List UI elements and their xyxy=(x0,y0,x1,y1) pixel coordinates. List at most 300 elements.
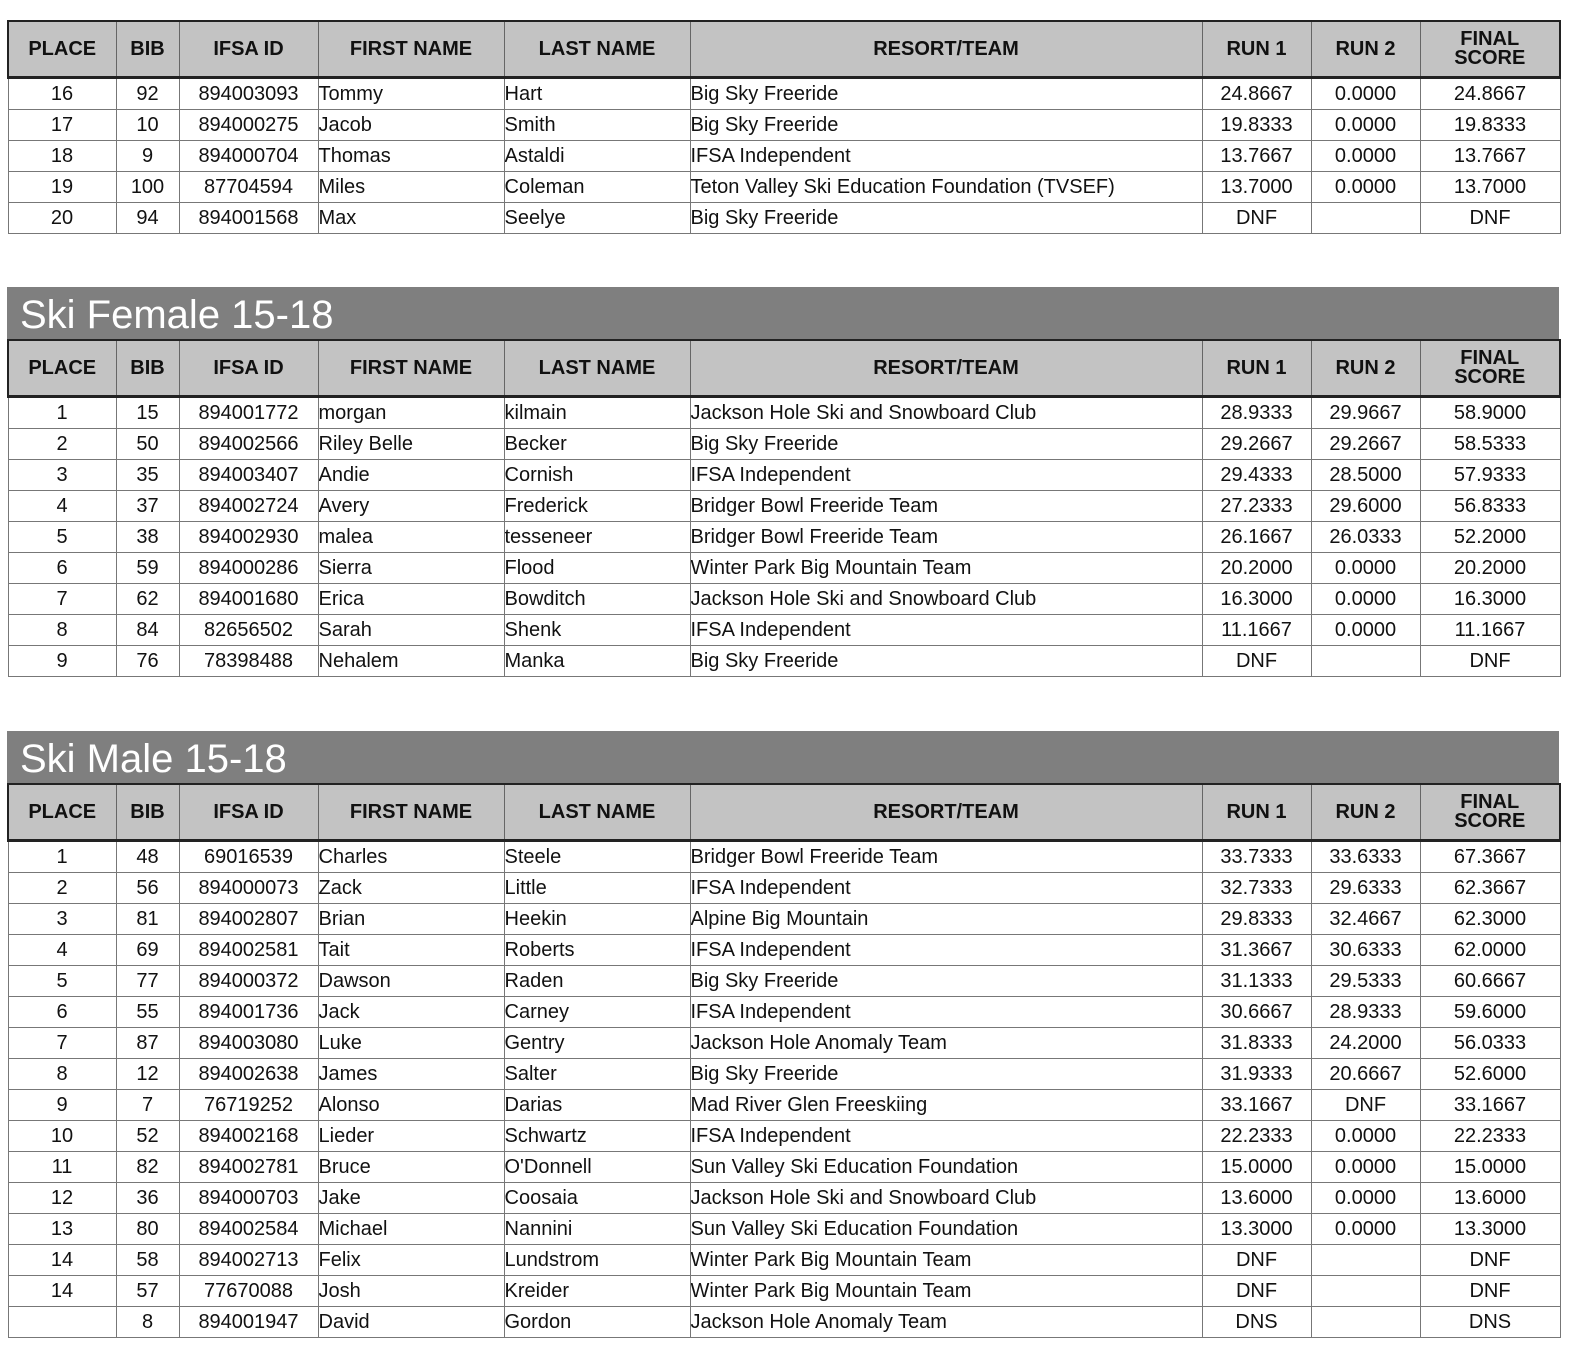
cell-run-1: 13.6000 xyxy=(1202,1183,1311,1214)
table-row xyxy=(8,584,1560,615)
cell-run-1: 33.7333 xyxy=(1202,841,1311,873)
cell-run-1: DNF xyxy=(1202,1245,1311,1276)
cell-first-name: David xyxy=(318,1307,504,1338)
cell-ifsa-id: 78398488 xyxy=(179,646,318,677)
cell-ifsa-id: 77670088 xyxy=(179,1276,318,1307)
column-header-resort-team: RESORT/TEAM xyxy=(690,784,1202,841)
cell-last-name: Heekin xyxy=(504,904,690,935)
table-row xyxy=(8,841,1560,873)
cell-place: 19 xyxy=(8,172,116,203)
cell-ifsa-id: 894002168 xyxy=(179,1121,318,1152)
results-table xyxy=(7,339,1561,677)
table-row xyxy=(8,203,1560,234)
cell-run-1: 13.7000 xyxy=(1202,172,1311,203)
cell-resort-team: Jackson Hole Anomaly Team xyxy=(690,1028,1202,1059)
cell-run-2: 0.0000 xyxy=(1311,1121,1420,1152)
cell-bib: 58 xyxy=(116,1245,179,1276)
cell-final-score: 13.6000 xyxy=(1420,1183,1560,1214)
table-row xyxy=(8,935,1560,966)
cell-last-name: Little xyxy=(504,873,690,904)
cell-first-name: Andie xyxy=(318,460,504,491)
cell-ifsa-id: 894001568 xyxy=(179,203,318,234)
column-header-final-score: FINAL SCORE xyxy=(1420,340,1560,397)
cell-final-score: 15.0000 xyxy=(1420,1152,1560,1183)
cell-place: 2 xyxy=(8,873,116,904)
cell-final-score: 13.3000 xyxy=(1420,1214,1560,1245)
column-header-ifsa-id: IFSA ID xyxy=(179,21,318,78)
cell-run-1: 22.2333 xyxy=(1202,1121,1311,1152)
cell-first-name: Bruce xyxy=(318,1152,504,1183)
cell-run-2: 30.6333 xyxy=(1311,935,1420,966)
cell-resort-team: IFSA Independent xyxy=(690,935,1202,966)
column-header-run-2: RUN 2 xyxy=(1311,340,1420,397)
table-row xyxy=(8,873,1560,904)
cell-first-name: Sarah xyxy=(318,615,504,646)
cell-final-score: 62.3000 xyxy=(1420,904,1560,935)
cell-run-1: 31.3667 xyxy=(1202,935,1311,966)
table-row xyxy=(8,997,1560,1028)
cell-place: 6 xyxy=(8,997,116,1028)
cell-place: 3 xyxy=(8,460,116,491)
cell-final-score: 58.5333 xyxy=(1420,429,1560,460)
table-row xyxy=(8,1059,1560,1090)
cell-bib: 59 xyxy=(116,553,179,584)
cell-bib: 87 xyxy=(116,1028,179,1059)
cell-resort-team: Bridger Bowl Freeride Team xyxy=(690,841,1202,873)
cell-final-score: 58.9000 xyxy=(1420,397,1560,429)
cell-run-1: DNF xyxy=(1202,646,1311,677)
cell-run-1: 19.8333 xyxy=(1202,110,1311,141)
cell-last-name: Schwartz xyxy=(504,1121,690,1152)
section-title: Ski Female 15-18 xyxy=(7,287,1559,339)
table-row xyxy=(8,904,1560,935)
cell-bib: 10 xyxy=(116,110,179,141)
cell-run-2: 0.0000 xyxy=(1311,110,1420,141)
cell-bib: 69 xyxy=(116,935,179,966)
cell-first-name: Jacob xyxy=(318,110,504,141)
cell-run-2: 24.2000 xyxy=(1311,1028,1420,1059)
cell-place: 9 xyxy=(8,646,116,677)
cell-last-name: Coleman xyxy=(504,172,690,203)
cell-bib: 84 xyxy=(116,615,179,646)
cell-place: 5 xyxy=(8,966,116,997)
cell-resort-team: Mad River Glen Freeskiing xyxy=(690,1090,1202,1121)
cell-first-name: Sierra xyxy=(318,553,504,584)
column-header-final-score: FINAL SCORE xyxy=(1420,784,1560,841)
column-header-place: PLACE xyxy=(8,21,116,78)
cell-run-1: 26.1667 xyxy=(1202,522,1311,553)
cell-bib: 56 xyxy=(116,873,179,904)
cell-first-name: Nehalem xyxy=(318,646,504,677)
cell-run-1: 29.4333 xyxy=(1202,460,1311,491)
cell-last-name: Frederick xyxy=(504,491,690,522)
cell-run-2: 0.0000 xyxy=(1311,78,1420,110)
cell-run-2: 0.0000 xyxy=(1311,584,1420,615)
results-section xyxy=(7,731,1559,1338)
cell-final-score: 56.8333 xyxy=(1420,491,1560,522)
cell-place: 1 xyxy=(8,841,116,873)
cell-resort-team: Winter Park Big Mountain Team xyxy=(690,1245,1202,1276)
cell-last-name: Salter xyxy=(504,1059,690,1090)
table-row xyxy=(8,429,1560,460)
table-row xyxy=(8,141,1560,172)
cell-resort-team: IFSA Independent xyxy=(690,873,1202,904)
cell-run-2: 0.0000 xyxy=(1311,141,1420,172)
cell-resort-team: IFSA Independent xyxy=(690,141,1202,172)
cell-resort-team: Big Sky Freeride xyxy=(690,203,1202,234)
header-row xyxy=(8,784,1560,841)
cell-resort-team: IFSA Independent xyxy=(690,1121,1202,1152)
column-header-ifsa-id: IFSA ID xyxy=(179,784,318,841)
cell-ifsa-id: 894000704 xyxy=(179,141,318,172)
cell-last-name: Gentry xyxy=(504,1028,690,1059)
cell-first-name: Tait xyxy=(318,935,504,966)
cell-resort-team: Big Sky Freeride xyxy=(690,646,1202,677)
cell-bib: 35 xyxy=(116,460,179,491)
cell-last-name: tesseneer xyxy=(504,522,690,553)
cell-place: 9 xyxy=(8,1090,116,1121)
column-header-ifsa-id: IFSA ID xyxy=(179,340,318,397)
cell-run-1: DNF xyxy=(1202,1276,1311,1307)
table-row xyxy=(8,1121,1560,1152)
table-row xyxy=(8,1028,1560,1059)
cell-last-name: Bowditch xyxy=(504,584,690,615)
cell-run-1: 29.8333 xyxy=(1202,904,1311,935)
cell-resort-team: Big Sky Freeride xyxy=(690,110,1202,141)
cell-last-name: Flood xyxy=(504,553,690,584)
cell-first-name: Miles xyxy=(318,172,504,203)
cell-bib: 48 xyxy=(116,841,179,873)
cell-place: 2 xyxy=(8,429,116,460)
cell-run-2: 29.6000 xyxy=(1311,491,1420,522)
cell-bib: 8 xyxy=(116,1307,179,1338)
cell-place: 7 xyxy=(8,1028,116,1059)
cell-run-2: 28.9333 xyxy=(1311,997,1420,1028)
cell-first-name: Thomas xyxy=(318,141,504,172)
cell-final-score: 33.1667 xyxy=(1420,1090,1560,1121)
cell-run-1: 16.3000 xyxy=(1202,584,1311,615)
table-row xyxy=(8,78,1560,110)
column-header-run-2: RUN 2 xyxy=(1311,21,1420,78)
cell-ifsa-id: 894000372 xyxy=(179,966,318,997)
cell-run-1: 31.8333 xyxy=(1202,1028,1311,1059)
cell-first-name: James xyxy=(318,1059,504,1090)
cell-bib: 82 xyxy=(116,1152,179,1183)
table-row xyxy=(8,615,1560,646)
cell-ifsa-id: 894000286 xyxy=(179,553,318,584)
cell-place xyxy=(8,1307,116,1338)
cell-last-name: Seelye xyxy=(504,203,690,234)
cell-run-1: 15.0000 xyxy=(1202,1152,1311,1183)
cell-final-score: DNF xyxy=(1420,646,1560,677)
cell-last-name: Becker xyxy=(504,429,690,460)
table-row xyxy=(8,1214,1560,1245)
cell-ifsa-id: 82656502 xyxy=(179,615,318,646)
cell-bib: 94 xyxy=(116,203,179,234)
cell-resort-team: IFSA Independent xyxy=(690,460,1202,491)
cell-final-score: 59.6000 xyxy=(1420,997,1560,1028)
cell-bib: 57 xyxy=(116,1276,179,1307)
cell-resort-team: Big Sky Freeride xyxy=(690,966,1202,997)
cell-last-name: kilmain xyxy=(504,397,690,429)
cell-first-name: Max xyxy=(318,203,504,234)
cell-final-score: 24.8667 xyxy=(1420,78,1560,110)
cell-final-score: DNF xyxy=(1420,1245,1560,1276)
cell-ifsa-id: 894000073 xyxy=(179,873,318,904)
cell-ifsa-id: 894001736 xyxy=(179,997,318,1028)
cell-run-2 xyxy=(1311,1307,1420,1338)
cell-final-score: DNS xyxy=(1420,1307,1560,1338)
cell-resort-team: Sun Valley Ski Education Foundation xyxy=(690,1214,1202,1245)
cell-place: 10 xyxy=(8,1121,116,1152)
cell-last-name: O'Donnell xyxy=(504,1152,690,1183)
cell-final-score: 52.6000 xyxy=(1420,1059,1560,1090)
cell-first-name: Jake xyxy=(318,1183,504,1214)
table-row xyxy=(8,553,1560,584)
column-header-last-name: LAST NAME xyxy=(504,784,690,841)
cell-run-1: 11.1667 xyxy=(1202,615,1311,646)
cell-resort-team: Jackson Hole Ski and Snowboard Club xyxy=(690,1183,1202,1214)
cell-final-score: 56.0333 xyxy=(1420,1028,1560,1059)
column-header-first-name: FIRST NAME xyxy=(318,340,504,397)
column-header-bib: BIB xyxy=(116,21,179,78)
table-row xyxy=(8,172,1560,203)
cell-final-score: 62.0000 xyxy=(1420,935,1560,966)
cell-first-name: Avery xyxy=(318,491,504,522)
table-row xyxy=(8,966,1560,997)
cell-ifsa-id: 894002566 xyxy=(179,429,318,460)
cell-run-2: 0.0000 xyxy=(1311,553,1420,584)
cell-run-2 xyxy=(1311,203,1420,234)
cell-resort-team: Teton Valley Ski Education Foundation (TVSEF) xyxy=(690,172,1202,203)
cell-place: 20 xyxy=(8,203,116,234)
cell-resort-team: Alpine Big Mountain xyxy=(690,904,1202,935)
cell-bib: 12 xyxy=(116,1059,179,1090)
cell-run-1: 29.2667 xyxy=(1202,429,1311,460)
cell-final-score: DNF xyxy=(1420,1276,1560,1307)
cell-ifsa-id: 894002581 xyxy=(179,935,318,966)
cell-run-2: 29.2667 xyxy=(1311,429,1420,460)
cell-run-1: 31.1333 xyxy=(1202,966,1311,997)
cell-run-2: 33.6333 xyxy=(1311,841,1420,873)
cell-last-name: Raden xyxy=(504,966,690,997)
column-header-place: PLACE xyxy=(8,784,116,841)
cell-last-name: Hart xyxy=(504,78,690,110)
cell-run-2: 20.6667 xyxy=(1311,1059,1420,1090)
column-header-bib: BIB xyxy=(116,340,179,397)
cell-ifsa-id: 894001947 xyxy=(179,1307,318,1338)
cell-bib: 15 xyxy=(116,397,179,429)
cell-resort-team: Big Sky Freeride xyxy=(690,1059,1202,1090)
cell-last-name: Darias xyxy=(504,1090,690,1121)
cell-last-name: Astaldi xyxy=(504,141,690,172)
cell-run-1: 30.6667 xyxy=(1202,997,1311,1028)
cell-ifsa-id: 894000703 xyxy=(179,1183,318,1214)
cell-place: 8 xyxy=(8,1059,116,1090)
cell-ifsa-id: 87704594 xyxy=(179,172,318,203)
cell-bib: 52 xyxy=(116,1121,179,1152)
cell-final-score: 52.2000 xyxy=(1420,522,1560,553)
cell-place: 6 xyxy=(8,553,116,584)
cell-place: 16 xyxy=(8,78,116,110)
cell-final-score: 11.1667 xyxy=(1420,615,1560,646)
cell-last-name: Steele xyxy=(504,841,690,873)
cell-final-score: 62.3667 xyxy=(1420,873,1560,904)
results-table xyxy=(7,783,1561,1338)
table-row xyxy=(8,110,1560,141)
cell-final-score: 22.2333 xyxy=(1420,1121,1560,1152)
table-row xyxy=(8,522,1560,553)
cell-final-score: 67.3667 xyxy=(1420,841,1560,873)
cell-place: 17 xyxy=(8,110,116,141)
cell-resort-team: Winter Park Big Mountain Team xyxy=(690,553,1202,584)
column-header-bib: BIB xyxy=(116,784,179,841)
cell-last-name: Carney xyxy=(504,997,690,1028)
cell-bib: 7 xyxy=(116,1090,179,1121)
cell-place: 7 xyxy=(8,584,116,615)
cell-run-1: 20.2000 xyxy=(1202,553,1311,584)
cell-last-name: Shenk xyxy=(504,615,690,646)
cell-first-name: morgan xyxy=(318,397,504,429)
cell-place: 18 xyxy=(8,141,116,172)
cell-ifsa-id: 894002930 xyxy=(179,522,318,553)
cell-run-1: DNF xyxy=(1202,203,1311,234)
cell-ifsa-id: 894002724 xyxy=(179,491,318,522)
column-header-run-1: RUN 1 xyxy=(1202,21,1311,78)
cell-ifsa-id: 894001772 xyxy=(179,397,318,429)
cell-first-name: Josh xyxy=(318,1276,504,1307)
cell-ifsa-id: 69016539 xyxy=(179,841,318,873)
cell-bib: 80 xyxy=(116,1214,179,1245)
cell-run-2 xyxy=(1311,1276,1420,1307)
cell-ifsa-id: 894002638 xyxy=(179,1059,318,1090)
cell-run-1: 13.3000 xyxy=(1202,1214,1311,1245)
cell-place: 3 xyxy=(8,904,116,935)
table-row xyxy=(8,1276,1560,1307)
cell-first-name: Brian xyxy=(318,904,504,935)
cell-final-score: 16.3000 xyxy=(1420,584,1560,615)
cell-ifsa-id: 894002584 xyxy=(179,1214,318,1245)
cell-resort-team: Winter Park Big Mountain Team xyxy=(690,1276,1202,1307)
cell-last-name: Kreider xyxy=(504,1276,690,1307)
cell-last-name: Manka xyxy=(504,646,690,677)
cell-final-score: 57.9333 xyxy=(1420,460,1560,491)
header-row xyxy=(8,21,1560,78)
cell-final-score: 20.2000 xyxy=(1420,553,1560,584)
cell-run-2: DNF xyxy=(1311,1090,1420,1121)
cell-run-2: 0.0000 xyxy=(1311,1152,1420,1183)
cell-place: 11 xyxy=(8,1152,116,1183)
table-row xyxy=(8,397,1560,429)
cell-run-1: 28.9333 xyxy=(1202,397,1311,429)
cell-run-2: 29.9667 xyxy=(1311,397,1420,429)
cell-run-2: 26.0333 xyxy=(1311,522,1420,553)
cell-ifsa-id: 894002781 xyxy=(179,1152,318,1183)
cell-run-2 xyxy=(1311,646,1420,677)
column-header-place: PLACE xyxy=(8,340,116,397)
cell-place: 4 xyxy=(8,491,116,522)
table-row xyxy=(8,1152,1560,1183)
cell-last-name: Smith xyxy=(504,110,690,141)
cell-first-name: Jack xyxy=(318,997,504,1028)
cell-first-name: Dawson xyxy=(318,966,504,997)
column-header-run-1: RUN 1 xyxy=(1202,340,1311,397)
cell-resort-team: Bridger Bowl Freeride Team xyxy=(690,522,1202,553)
cell-run-2: 29.6333 xyxy=(1311,873,1420,904)
cell-first-name: Zack xyxy=(318,873,504,904)
cell-first-name: Felix xyxy=(318,1245,504,1276)
cell-place: 14 xyxy=(8,1276,116,1307)
cell-resort-team: Jackson Hole Ski and Snowboard Club xyxy=(690,584,1202,615)
cell-run-2: 0.0000 xyxy=(1311,615,1420,646)
cell-final-score: DNF xyxy=(1420,203,1560,234)
cell-run-2: 29.5333 xyxy=(1311,966,1420,997)
cell-bib: 77 xyxy=(116,966,179,997)
cell-last-name: Coosaia xyxy=(504,1183,690,1214)
column-header-resort-team: RESORT/TEAM xyxy=(690,21,1202,78)
cell-run-2 xyxy=(1311,1245,1420,1276)
cell-first-name: Riley Belle xyxy=(318,429,504,460)
cell-run-2: 32.4667 xyxy=(1311,904,1420,935)
cell-final-score: 13.7000 xyxy=(1420,172,1560,203)
column-header-run-2: RUN 2 xyxy=(1311,784,1420,841)
column-header-run-1: RUN 1 xyxy=(1202,784,1311,841)
cell-ifsa-id: 894002713 xyxy=(179,1245,318,1276)
cell-place: 8 xyxy=(8,615,116,646)
column-header-first-name: FIRST NAME xyxy=(318,784,504,841)
cell-bib: 76 xyxy=(116,646,179,677)
cell-run-2: 0.0000 xyxy=(1311,1183,1420,1214)
cell-last-name: Nannini xyxy=(504,1214,690,1245)
header-row xyxy=(8,340,1560,397)
section-title: Ski Male 15-18 xyxy=(7,731,1559,783)
results-section xyxy=(7,287,1559,677)
cell-first-name: Charles xyxy=(318,841,504,873)
cell-first-name: Luke xyxy=(318,1028,504,1059)
cell-ifsa-id: 894001680 xyxy=(179,584,318,615)
cell-final-score: 13.7667 xyxy=(1420,141,1560,172)
cell-resort-team: Jackson Hole Anomaly Team xyxy=(690,1307,1202,1338)
table-row xyxy=(8,1307,1560,1338)
cell-run-2: 28.5000 xyxy=(1311,460,1420,491)
cell-place: 14 xyxy=(8,1245,116,1276)
cell-run-1: 24.8667 xyxy=(1202,78,1311,110)
cell-resort-team: Bridger Bowl Freeride Team xyxy=(690,491,1202,522)
cell-run-1: 32.7333 xyxy=(1202,873,1311,904)
cell-resort-team: Big Sky Freeride xyxy=(690,78,1202,110)
cell-bib: 9 xyxy=(116,141,179,172)
cell-ifsa-id: 894003093 xyxy=(179,78,318,110)
cell-run-1: 27.2333 xyxy=(1202,491,1311,522)
column-header-last-name: LAST NAME xyxy=(504,21,690,78)
cell-place: 1 xyxy=(8,397,116,429)
cell-bib: 92 xyxy=(116,78,179,110)
cell-run-1: DNS xyxy=(1202,1307,1311,1338)
cell-bib: 62 xyxy=(116,584,179,615)
results-table xyxy=(7,20,1561,234)
cell-bib: 36 xyxy=(116,1183,179,1214)
column-header-resort-team: RESORT/TEAM xyxy=(690,340,1202,397)
cell-resort-team: Big Sky Freeride xyxy=(690,429,1202,460)
cell-ifsa-id: 894003407 xyxy=(179,460,318,491)
cell-ifsa-id: 76719252 xyxy=(179,1090,318,1121)
cell-final-score: 19.8333 xyxy=(1420,110,1560,141)
cell-place: 12 xyxy=(8,1183,116,1214)
table-row xyxy=(8,1090,1560,1121)
cell-resort-team: Sun Valley Ski Education Foundation xyxy=(690,1152,1202,1183)
cell-run-1: 31.9333 xyxy=(1202,1059,1311,1090)
cell-run-2: 0.0000 xyxy=(1311,172,1420,203)
